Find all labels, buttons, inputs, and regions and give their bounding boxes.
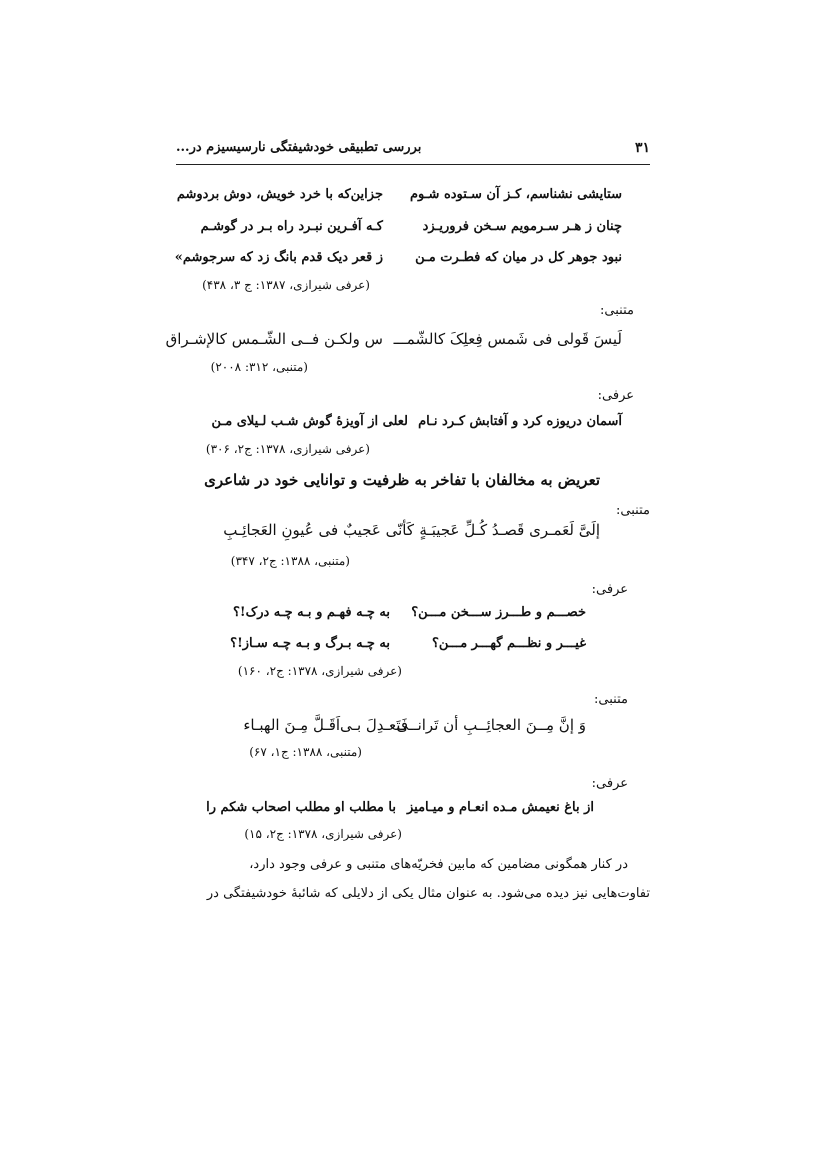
poet-label: عرفی:: [591, 582, 628, 597]
citation: (متنبی، ۱۳۸۸: ج۲، ۳۴۷): [230, 554, 350, 568]
section-heading: تعریض به مخالفان با تفاخر به ظرفیت و توانایی خود در شاعری: [204, 471, 600, 489]
citation: (عرفی شیرازی، ۱۳۸۷: ج ۳، ۴۳۸): [202, 278, 370, 292]
verse-1-hemistich-right: ستایشی نشناسم، کـز آن سـتوده شـوم: [409, 187, 622, 202]
verse-1-hemistich-left: جزاین‌که با خرد خویش، دوش بردوشم: [176, 187, 383, 202]
verse-1-hemistich-right: خصـــم و طـــرز ســـخن مـــن؟: [411, 605, 586, 620]
verse-1-hemistich-left: به چـه فهـم و بـه چـه درک!؟: [232, 605, 390, 620]
verse-2-hemistich-right: غیـــر و نظـــم گهـــر مـــن؟: [431, 636, 586, 651]
running-title: بررسی تطبیقی خودشیفتگی نارسیسیزم در...: [176, 140, 422, 155]
poet-label: متنبی:: [616, 503, 650, 518]
body-paragraph-line-2: تفاوت‌هایی نیز دیده می‌شود. به عنوان مثال یکی از دلایلی که شائبهٔ خودشیفتگی در: [206, 886, 650, 901]
poet-label: عرفی:: [597, 388, 634, 403]
verse-3-hemistich-right: نبود جوهر کل در میان که فطـرت مـن: [415, 250, 622, 265]
verse-hemistich-right: از باغ نعیمش مـده انعـام و میـامیز: [406, 800, 594, 815]
verse-3-hemistich-left: ز قعر دیک قدم بانگ زد که سرجوشم»: [174, 250, 383, 265]
verse-hemistich-left: کَأنّی عَجیبٌ فی عُیونِ العَجائِـبِ: [223, 521, 414, 539]
citation: (عرفی شیرازی، ۱۳۷۸: ج۲، ۱۵): [244, 827, 402, 841]
verse-hemistich-left: فَتَعـدِلَ بـی‌اَقَـلَّ مِـنَ الهبـاء: [243, 716, 408, 734]
verse-hemistich-left: س ولکـن فــی الشّـمس کالإشـراق: [165, 330, 383, 348]
verse-hemistich-right: آسمان دریوزه کرد و آفتابش کـرد نـام: [418, 414, 622, 429]
verse-hemistich-left: با مطلب او مطلب اصحاب شکم را: [206, 800, 396, 815]
citation: (عرفی شیرازی، ۱۳۷۸: ج۲، ۱۶۰): [237, 664, 402, 678]
poet-label: متنبی:: [594, 692, 628, 707]
poet-label: عرفی:: [591, 776, 628, 791]
body-paragraph-line-1: در کنار همگونی مضامین که مابین فخریّه‌های متنبی و عرفی وجود دارد،: [249, 857, 628, 872]
verse-2-hemistich-right: چنان ز هـر سـرمویم سـخن فروریـزد: [422, 219, 622, 234]
poet-label: متنبی:: [600, 303, 634, 318]
citation: (عرفی شیرازی، ۱۳۷۸: ج۲، ۳۰۶): [205, 442, 370, 456]
verse-2-hemistich-left: به چـه بـرگ و بـه چـه سـاز!؟: [230, 636, 390, 651]
verse-hemistich-left: لعلی از آویزهٔ گوش شـب لـیلای مـن: [211, 414, 408, 429]
running-header: [176, 140, 650, 165]
citation: (متنبی، ۳۱۲: ۲۰۰۸): [210, 360, 308, 374]
page-number: ۳۱: [634, 140, 650, 156]
verse-2-hemistich-left: کـه آفـرین نبـرد راه بـر در گوشـم: [200, 219, 383, 234]
verse-hemistich-right: لَیسَ قَولی فی شَمس فِعلِکَ کالشّمـــ: [393, 330, 622, 348]
verse-hemistich-right: وَ إنَّ مِــنَ العجائِــبِ أن تَرانــی: [396, 716, 586, 734]
verse-hemistich-right: إلَیَّ لَعَمـری قَصـدُ کُـلِّ عَجیبَـةٍ: [419, 521, 600, 539]
citation: (متنبی، ۱۳۸۸: ج۱، ۶۷): [249, 745, 362, 759]
